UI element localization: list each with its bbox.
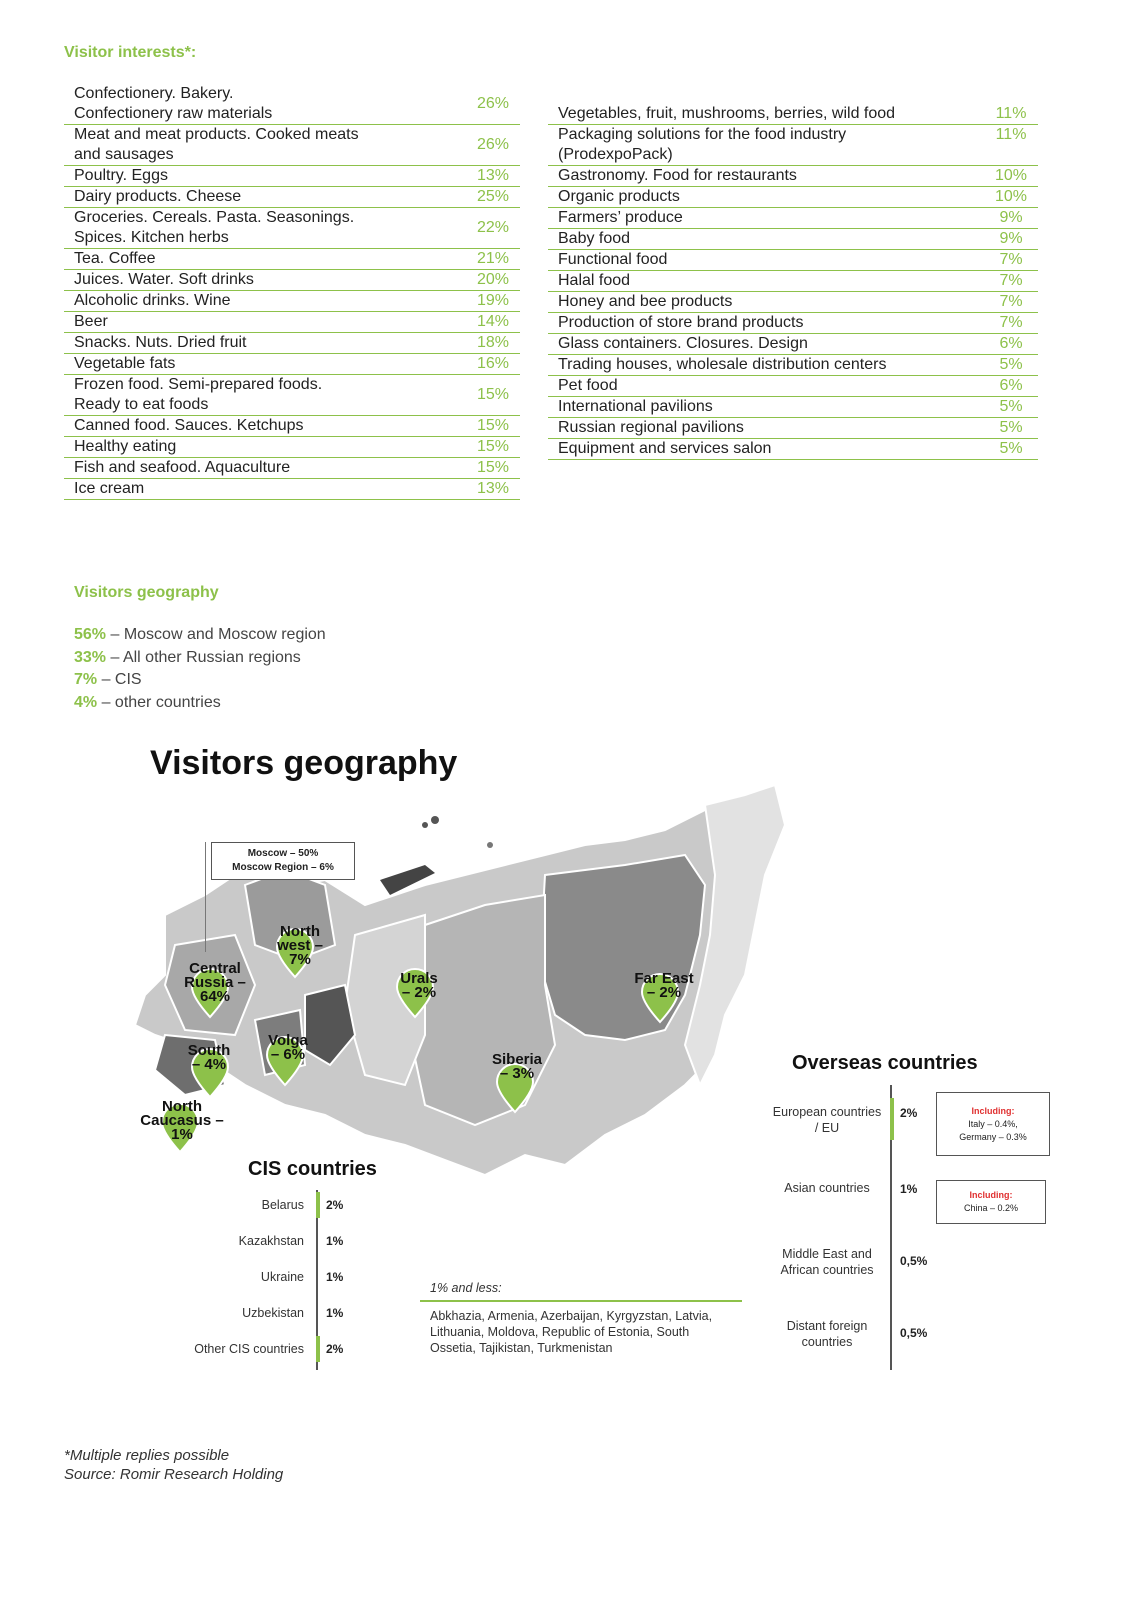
interest-value: 22% xyxy=(466,208,520,249)
cis-value: 2% xyxy=(326,1198,344,1212)
label-south: South – 4% xyxy=(187,1042,231,1073)
interest-row xyxy=(64,479,520,500)
label-northwest: North west – 7% xyxy=(277,923,323,968)
geo-item: 4% – other countries xyxy=(74,693,221,711)
geography-list xyxy=(74,624,326,714)
interest-value: 26% xyxy=(466,125,520,166)
map-title: Visitors geography xyxy=(150,744,458,782)
interest-row xyxy=(64,291,520,312)
interest-label: Canned food. Sauces. Ketchups xyxy=(64,416,466,437)
interest-value: 5% xyxy=(984,439,1038,460)
island-dot xyxy=(487,842,493,848)
interest-row xyxy=(548,376,1038,397)
interest-label: Frozen food. Semi-prepared foods. Ready to eat foods xyxy=(64,375,466,416)
interest-value: 5% xyxy=(984,418,1038,439)
callout-line xyxy=(205,842,206,952)
interest-row xyxy=(548,208,1038,229)
interest-label: Equipment and services salon xyxy=(548,439,984,460)
geo-item: 7% – CIS xyxy=(74,671,142,688)
overseas-label: Middle East and African countries xyxy=(780,1247,874,1277)
interest-row xyxy=(64,333,520,354)
interest-label: Vegetables, fruit, mushrooms, berries, wild food xyxy=(548,104,984,125)
geo-item: 56% – Moscow and Moscow region xyxy=(74,626,326,643)
interest-label: Meat and meat products. Cooked meats and sausages xyxy=(64,125,466,166)
region-siberia xyxy=(410,895,555,1125)
interest-row xyxy=(64,375,520,416)
interest-row xyxy=(64,416,520,437)
interest-value: 5% xyxy=(984,397,1038,418)
interest-row xyxy=(64,249,520,270)
interest-value: 7% xyxy=(984,271,1038,292)
interest-row xyxy=(64,270,520,291)
interest-row xyxy=(64,208,520,249)
cis-value: 1% xyxy=(326,1270,344,1284)
source: Source: Romir Research Holding xyxy=(64,1466,284,1483)
cis-note-divider xyxy=(420,1300,742,1302)
interest-label: Groceries. Cereals. Pasta. Seasonings. Spices. Kitchen herbs xyxy=(64,208,466,249)
geo-item: 33% – All other Russian regions xyxy=(74,648,301,666)
interest-label: Alcoholic drinks. Wine xyxy=(64,291,466,312)
interest-value: 15% xyxy=(466,375,520,416)
interests-table-right xyxy=(548,104,1038,460)
interest-row xyxy=(548,439,1038,460)
interest-label: Baby food xyxy=(548,229,984,250)
interest-value: 21% xyxy=(466,249,520,270)
overseas-note-asia: Including: China – 0.2% xyxy=(936,1180,1046,1224)
interest-label: Pet food xyxy=(548,376,984,397)
interest-value: 16% xyxy=(466,354,520,375)
interest-value: 7% xyxy=(984,250,1038,271)
overseas-value: 0,5% xyxy=(900,1254,928,1268)
island-dot xyxy=(422,822,428,828)
interest-row xyxy=(64,458,520,479)
interest-value: 13% xyxy=(466,479,520,500)
interest-label: Gastronomy. Food for restaurants xyxy=(548,166,984,187)
interest-row xyxy=(548,313,1038,334)
interest-label: Fish and seafood. Aquaculture xyxy=(64,458,466,479)
footnote: *Multiple replies possible xyxy=(64,1447,230,1464)
interest-value: 13% xyxy=(466,166,520,187)
interest-label: Snacks. Nuts. Dried fruit xyxy=(64,333,466,354)
cis-value: 2% xyxy=(326,1342,344,1356)
interest-label: Halal food xyxy=(548,271,984,292)
label-fareast: Far East – 2% xyxy=(634,970,694,1001)
interest-value: 5% xyxy=(984,355,1038,376)
cis-label: Belarus xyxy=(261,1198,304,1212)
interest-value: 15% xyxy=(466,416,520,437)
cis-title: CIS countries xyxy=(248,1158,377,1180)
cis-note-body: Abkhazia, Armenia, Azerbaijan, Kyrgyzstan, Latvia, Lithuania, Moldova, Republic of Estonia, South Ossetia, Tajikistan, Turkmenistan xyxy=(430,1309,713,1355)
interest-value: 9% xyxy=(984,208,1038,229)
interest-row xyxy=(548,355,1038,376)
interest-label: Farmers’ produce xyxy=(548,208,984,229)
interest-label: Juices. Water. Soft drinks xyxy=(64,270,466,291)
interest-value: 6% xyxy=(984,334,1038,355)
interest-value: 18% xyxy=(466,333,520,354)
interest-value: 7% xyxy=(984,292,1038,313)
overseas-bar xyxy=(890,1098,894,1140)
cis-value: 1% xyxy=(326,1306,344,1320)
interest-row xyxy=(548,334,1038,355)
interest-label: Trading houses, wholesale distribution centers xyxy=(548,355,984,376)
interest-value: 15% xyxy=(466,458,520,479)
interest-label: Healthy eating xyxy=(64,437,466,458)
interests-title: Visitor interests*: xyxy=(64,44,197,61)
interest-value: 9% xyxy=(984,229,1038,250)
cis-bar xyxy=(316,1192,320,1218)
interest-row xyxy=(548,397,1038,418)
island-dot xyxy=(431,816,439,824)
overseas-label: European countries / EU xyxy=(772,1105,882,1135)
interest-label: Functional food xyxy=(548,250,984,271)
interest-value: 26% xyxy=(466,84,520,125)
cis-bar xyxy=(316,1336,320,1362)
interest-label: Honey and bee products xyxy=(548,292,984,313)
interest-row xyxy=(64,354,520,375)
cis-label: Other CIS countries xyxy=(194,1342,304,1356)
geography-title: Visitors geography xyxy=(74,584,219,601)
interest-value: 7% xyxy=(984,313,1038,334)
overseas-label: Asian countries xyxy=(784,1181,870,1195)
interest-row xyxy=(548,229,1038,250)
label-volga: Volga – 6% xyxy=(268,1032,308,1063)
interest-value: 25% xyxy=(466,187,520,208)
interest-row xyxy=(64,166,520,187)
interest-row xyxy=(548,250,1038,271)
label-urals: Urals – 2% xyxy=(400,970,438,1001)
moscow-callout: Moscow – 50% Moscow Region – 6% xyxy=(211,842,355,880)
interest-label: Poultry. Eggs xyxy=(64,166,466,187)
overseas-title: Overseas countries xyxy=(792,1052,978,1074)
interest-row xyxy=(64,125,520,166)
interest-row xyxy=(64,84,520,125)
interest-row xyxy=(548,418,1038,439)
interest-value: 11% xyxy=(984,104,1038,125)
interest-value: 14% xyxy=(466,312,520,333)
interest-label: Organic products xyxy=(548,187,984,208)
interest-label: Vegetable fats xyxy=(64,354,466,375)
interest-label: International pavilions xyxy=(548,397,984,418)
cis-label: Uzbekistan xyxy=(242,1306,304,1320)
interest-value: 19% xyxy=(466,291,520,312)
interests-table-left xyxy=(64,84,520,500)
label-caucasus: North Caucasus – 1% xyxy=(140,1098,224,1143)
overseas-value: 2% xyxy=(900,1106,918,1120)
interest-row xyxy=(548,166,1038,187)
interest-row xyxy=(64,437,520,458)
interest-label: Tea. Coffee xyxy=(64,249,466,270)
interest-value: 6% xyxy=(984,376,1038,397)
interest-value: 10% xyxy=(984,166,1038,187)
interest-label: Confectionery. Bakery. Confectionery raw materials xyxy=(64,84,466,125)
interest-label: Russian regional pavilions xyxy=(548,418,984,439)
interest-value: 20% xyxy=(466,270,520,291)
cis-note-title: 1% and less: xyxy=(430,1281,502,1295)
label-central: Central Russia – 64% xyxy=(184,960,246,1005)
interest-row xyxy=(548,125,1038,166)
interest-label: Production of store brand products xyxy=(548,313,984,334)
interest-row xyxy=(548,104,1038,125)
interest-label: Ice cream xyxy=(64,479,466,500)
cis-label: Kazakhstan xyxy=(238,1234,304,1248)
cis-value: 1% xyxy=(326,1234,344,1248)
interest-row xyxy=(548,271,1038,292)
overseas-value: 0,5% xyxy=(900,1326,928,1340)
interest-label: Glass containers. Closures. Design xyxy=(548,334,984,355)
interest-row xyxy=(548,292,1038,313)
overseas-label: Distant foreign countries xyxy=(786,1319,868,1349)
interest-value: 15% xyxy=(466,437,520,458)
overseas-value: 1% xyxy=(900,1182,918,1196)
interest-label: Beer xyxy=(64,312,466,333)
interest-row xyxy=(548,187,1038,208)
interest-label: Packaging solutions for the food industry (ProdexpoPack) xyxy=(548,125,984,166)
interest-label: Dairy products. Cheese xyxy=(64,187,466,208)
interest-value: 10% xyxy=(984,187,1038,208)
overseas-note-eu: Including: Italy – 0.4%, Germany – 0.3% xyxy=(936,1092,1050,1156)
interest-row xyxy=(64,312,520,333)
interest-value: 11% xyxy=(984,125,1038,166)
cis-label: Ukraine xyxy=(260,1270,304,1284)
footer xyxy=(64,1446,283,1484)
label-siberia: Siberia – 3% xyxy=(491,1051,543,1082)
interest-row xyxy=(64,187,520,208)
